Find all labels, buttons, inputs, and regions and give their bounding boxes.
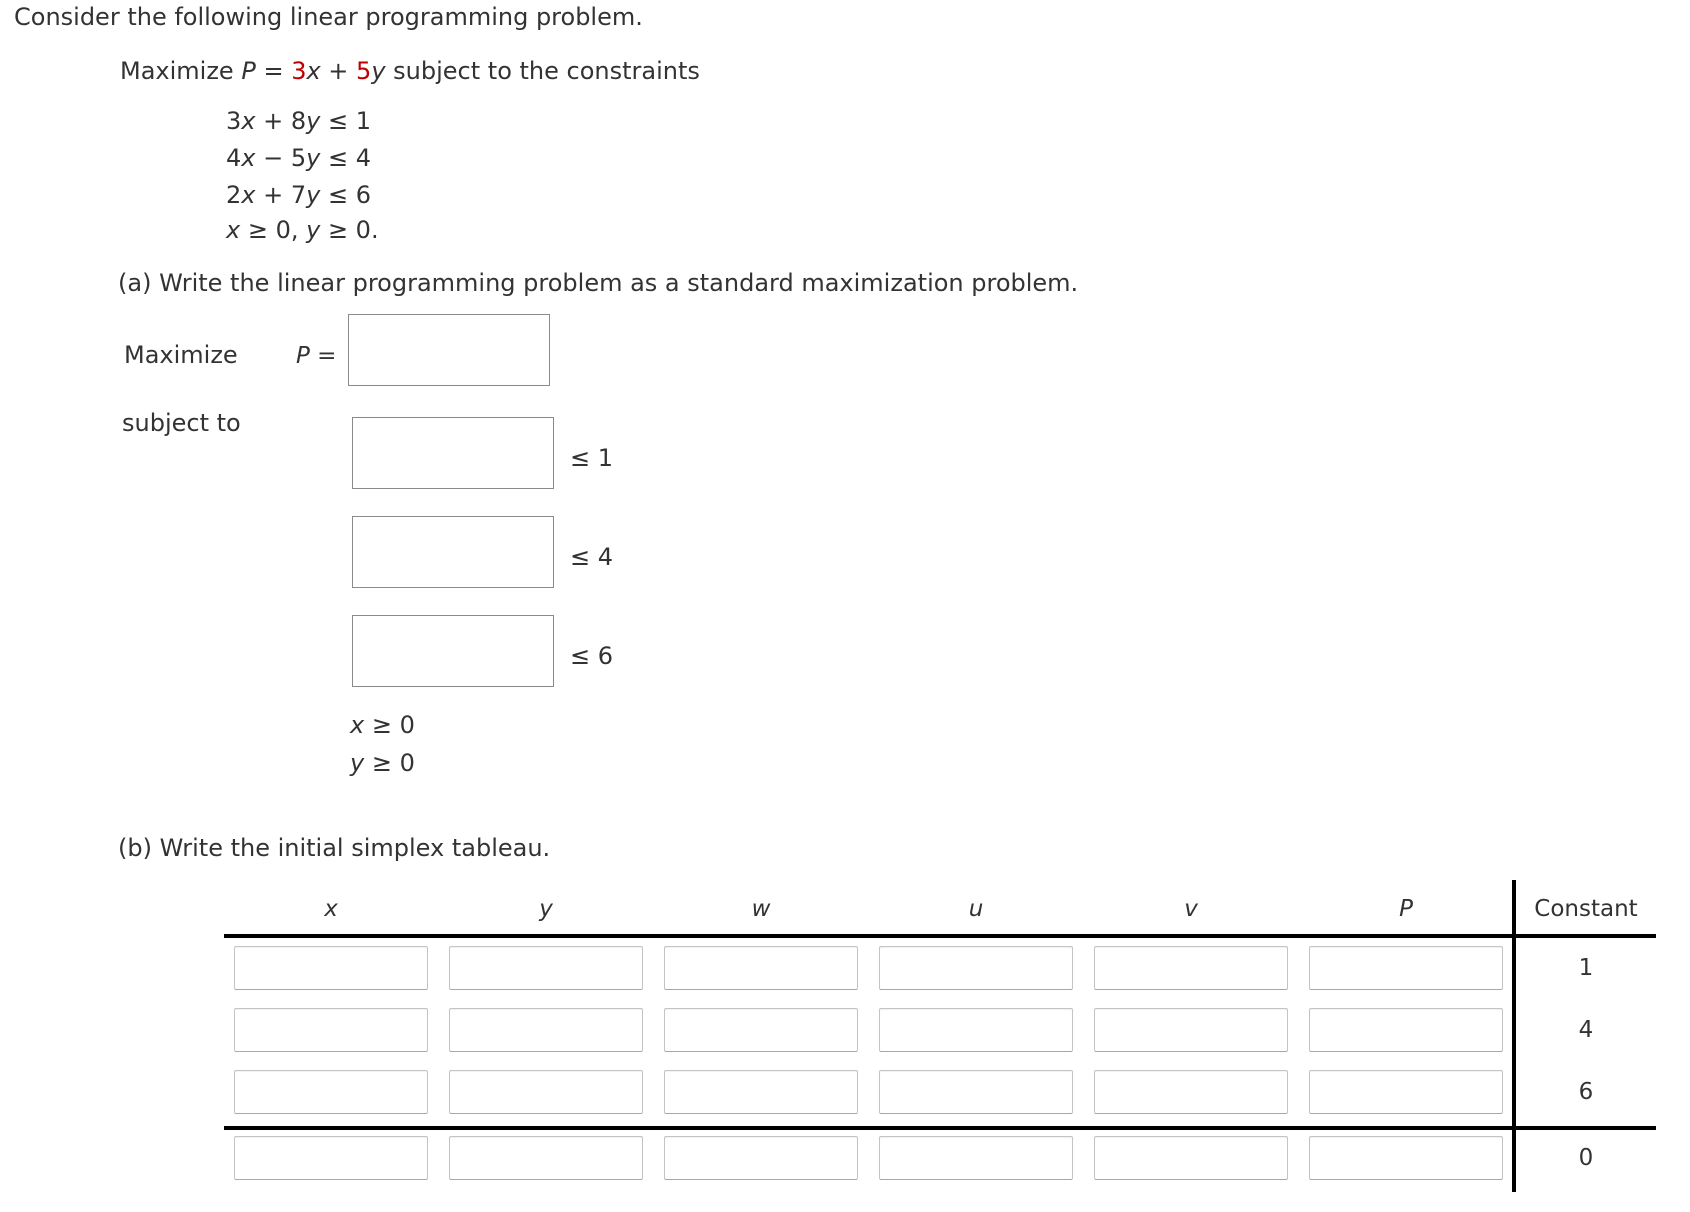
nonneg-x-var: x bbox=[226, 216, 241, 244]
tableau-cell-r1-x[interactable] bbox=[234, 946, 428, 990]
tableau-cell-obj-u[interactable] bbox=[879, 1136, 1073, 1180]
p-eq: = bbox=[309, 343, 337, 369]
objective-p-label bbox=[296, 341, 336, 371]
column-header-constant: Constant bbox=[1534, 896, 1638, 922]
column-header-v: v bbox=[1184, 896, 1198, 922]
constraint-var: y bbox=[306, 181, 321, 209]
tableau-cell-r1-y[interactable] bbox=[449, 946, 643, 990]
tableau-cell-r2-v[interactable] bbox=[1094, 1008, 1288, 1052]
problem-intro: Consider the following linear programming problem. bbox=[14, 3, 643, 31]
x-nonneg bbox=[350, 710, 415, 740]
objective-lead: Maximize bbox=[120, 57, 242, 85]
constraint-2-rhs: ≤ 4 bbox=[570, 543, 614, 571]
constraint-coef: 8 bbox=[290, 107, 307, 135]
column-header-w: w bbox=[751, 896, 771, 922]
constraint-rel: ≤ bbox=[320, 181, 356, 209]
x-var: x bbox=[350, 711, 365, 739]
part-a-prompt: (a) Write the linear programming problem as a standard maximization problem. bbox=[118, 269, 1079, 297]
constraint-var: x bbox=[241, 181, 256, 209]
constraint-rhs: 1 bbox=[355, 107, 371, 135]
constraint-3-input[interactable] bbox=[352, 615, 554, 687]
constraint-rel: ≤ bbox=[320, 107, 356, 135]
constraint-rhs: 6 bbox=[355, 181, 371, 209]
constraint-3 bbox=[226, 180, 371, 210]
tableau-cell-r1-w[interactable] bbox=[664, 946, 858, 990]
tableau-cell-obj-v[interactable] bbox=[1094, 1136, 1288, 1180]
tableau-cell-r2-y[interactable] bbox=[449, 1008, 643, 1052]
objective-statement bbox=[120, 56, 700, 86]
nonneg-y-rel: ≥ 0. bbox=[320, 216, 379, 244]
tableau-cell-r2-p[interactable] bbox=[1309, 1008, 1503, 1052]
constraint-op: + bbox=[255, 107, 291, 135]
constraint-2 bbox=[226, 143, 371, 173]
constraint-coef: 2 bbox=[226, 181, 242, 209]
maximize-label: Maximize bbox=[124, 341, 238, 369]
column-header-y: y bbox=[539, 896, 553, 922]
tableau-cell-r3-p[interactable] bbox=[1309, 1070, 1503, 1114]
constraint-var: x bbox=[241, 144, 256, 172]
tableau-cell-r1-v[interactable] bbox=[1094, 946, 1288, 990]
tableau-cell-r1-p[interactable] bbox=[1309, 946, 1503, 990]
constraint-2-input[interactable] bbox=[352, 516, 554, 588]
constraint-op: + bbox=[255, 181, 291, 209]
constraint-1-input[interactable] bbox=[352, 417, 554, 489]
constraint-3-rhs: ≤ 6 bbox=[570, 642, 614, 670]
tableau-header-rule bbox=[224, 934, 1656, 938]
y-var: y bbox=[350, 749, 365, 777]
tableau-cell-r2-u[interactable] bbox=[879, 1008, 1073, 1052]
constraint-coef: 4 bbox=[226, 144, 242, 172]
objective-plus: + bbox=[320, 57, 357, 85]
constraint-1 bbox=[226, 106, 371, 136]
subject-to-label: subject to bbox=[122, 409, 241, 437]
column-header-p: P bbox=[1399, 896, 1413, 922]
tableau-cell-r3-v[interactable] bbox=[1094, 1070, 1288, 1114]
tableau-cell-r3-u[interactable] bbox=[879, 1070, 1073, 1114]
part-b-prompt: (b) Write the initial simplex tableau. bbox=[118, 834, 551, 862]
tableau-cell-r3-y[interactable] bbox=[449, 1070, 643, 1114]
constraint-rel: ≤ bbox=[320, 144, 356, 172]
objective-input[interactable] bbox=[348, 314, 550, 386]
constraint-coef: 5 bbox=[290, 144, 307, 172]
constraint-op: − bbox=[255, 144, 291, 172]
objective-eq: = bbox=[255, 57, 292, 85]
objective-var: P bbox=[241, 57, 256, 85]
y-nonneg bbox=[350, 748, 415, 778]
tableau-cell-obj-x[interactable] bbox=[234, 1136, 428, 1180]
tableau-constant-r3: 6 bbox=[1578, 1079, 1594, 1105]
objective-tail: subject to the constraints bbox=[385, 57, 700, 85]
y-rel: ≥ 0 bbox=[364, 749, 415, 777]
tableau-objective-rule bbox=[224, 1126, 1656, 1130]
x-rel: ≥ 0 bbox=[364, 711, 415, 739]
objective-y: y bbox=[371, 57, 386, 85]
nonnegativity-constraint bbox=[226, 215, 379, 245]
nonneg-y-var: y bbox=[306, 216, 321, 244]
tableau-cell-obj-y[interactable] bbox=[449, 1136, 643, 1180]
objective-x: x bbox=[306, 57, 321, 85]
constraint-1-rhs: ≤ 1 bbox=[570, 444, 614, 472]
tableau-cell-obj-p[interactable] bbox=[1309, 1136, 1503, 1180]
tableau-cell-r2-x[interactable] bbox=[234, 1008, 428, 1052]
constraint-var: y bbox=[306, 107, 321, 135]
column-header-x: x bbox=[324, 896, 338, 922]
tableau-cell-r2-w[interactable] bbox=[664, 1008, 858, 1052]
constraint-rhs: 4 bbox=[355, 144, 371, 172]
simplex-tableau bbox=[224, 872, 1656, 1200]
objective-coef-y: 5 bbox=[356, 57, 372, 85]
tableau-cell-r3-x[interactable] bbox=[234, 1070, 428, 1114]
constraint-var: y bbox=[306, 144, 321, 172]
objective-coef-x: 3 bbox=[291, 57, 307, 85]
tableau-cell-r1-u[interactable] bbox=[879, 946, 1073, 990]
constraint-var: x bbox=[241, 107, 256, 135]
column-header-u: u bbox=[968, 896, 984, 922]
nonneg-x-rel: ≥ 0, bbox=[240, 216, 307, 244]
constraint-coef: 7 bbox=[290, 181, 307, 209]
tableau-cell-obj-w[interactable] bbox=[664, 1136, 858, 1180]
tableau-constant-obj: 0 bbox=[1578, 1145, 1594, 1171]
tableau-constant-r1: 1 bbox=[1578, 955, 1594, 981]
p-var: P bbox=[296, 343, 310, 369]
tableau-cell-r3-w[interactable] bbox=[664, 1070, 858, 1114]
tableau-constant-r2: 4 bbox=[1578, 1017, 1594, 1043]
constraint-coef: 3 bbox=[226, 107, 242, 135]
